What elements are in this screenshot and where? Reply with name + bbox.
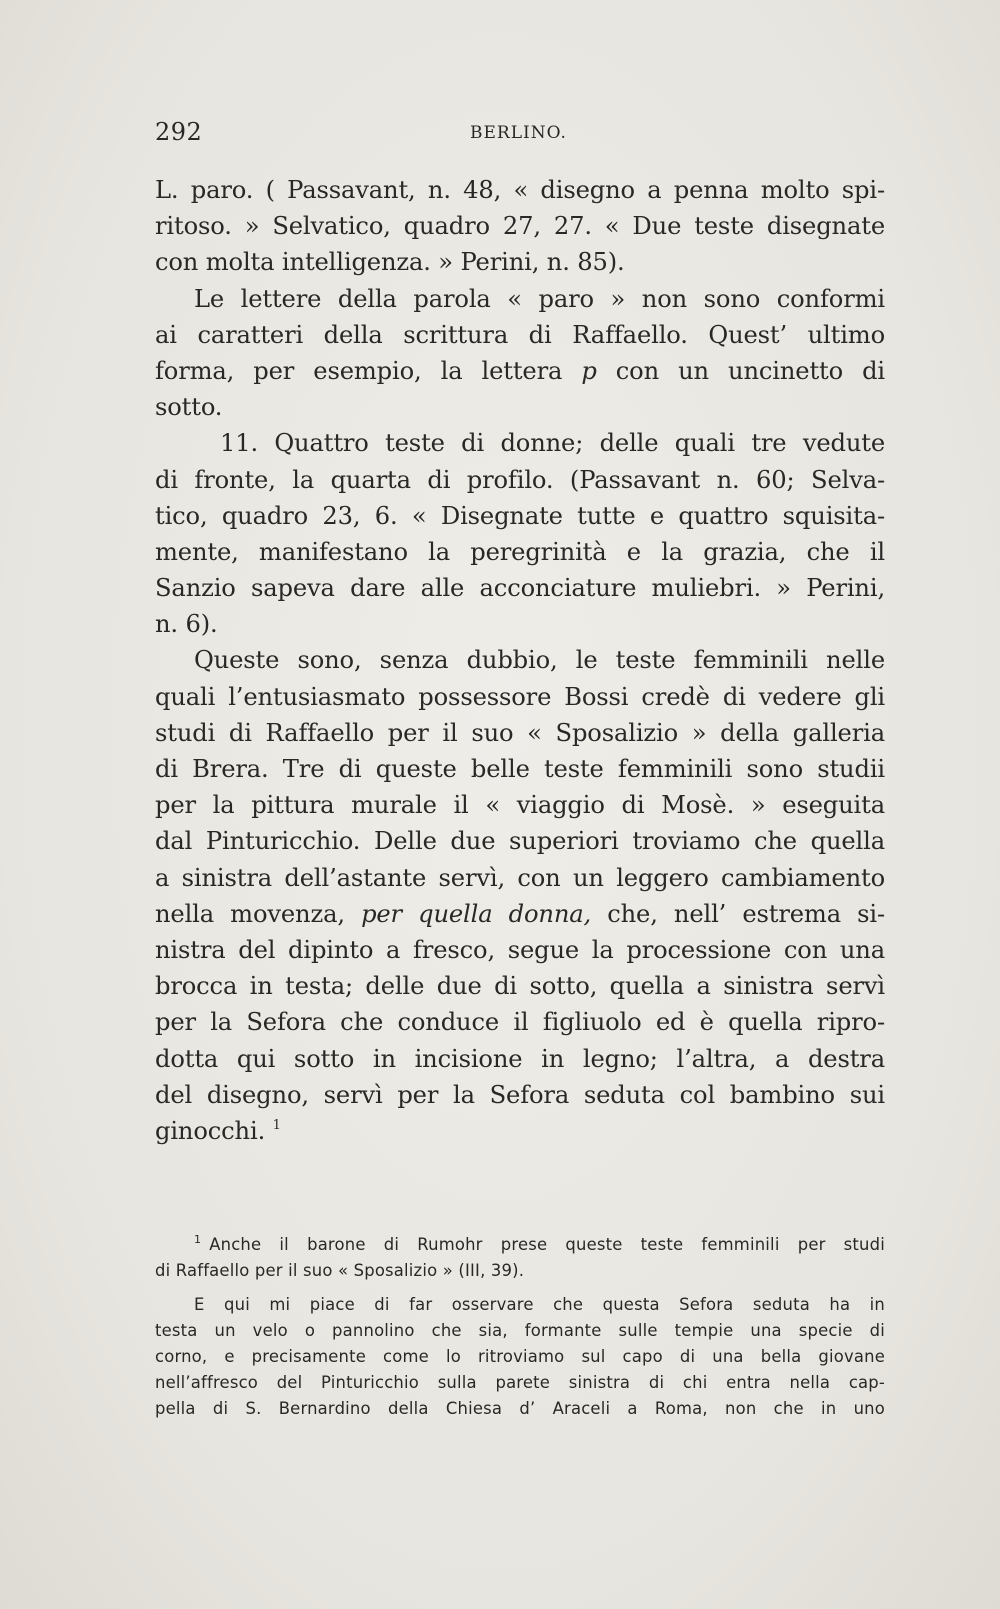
footnote-line: nell’affresco del Pinturicchio sulla parete sinistra di chi entra nella cap-	[155, 1373, 885, 1392]
text-line: tico, quadro 23, 6. « Disegnate tutte e quattro squisita-	[155, 501, 885, 530]
text-line: ritoso. » Selvatico, quadro 27, 27. « Due teste disegnate	[155, 212, 885, 241]
footnote-marker: 1	[194, 1233, 202, 1246]
footnote-line: di Raffaello per il suo « Sposalizio » (III, 39).	[155, 1261, 525, 1280]
text-line: di fronte, la quarta di profilo. (Passavant n. 60; Selva-	[155, 465, 885, 494]
text-line: brocca in testa; delle due di sotto, quella a sinistra servì	[155, 972, 885, 1001]
text-line: per la pittura murale il « viaggio di Mosè. » eseguita	[155, 791, 885, 820]
footnote-line: testa un velo o pannolino che sia, formante sulle tempie una specie di	[155, 1321, 885, 1340]
text-segment: nella movenza,	[155, 899, 345, 928]
text-line: n. 6).	[155, 610, 218, 639]
text-line: ai caratteri della scrittura di Raffaello. Quest’ ultimo	[155, 320, 885, 349]
text-line: L. paro. ( Passavant, n. 48, « disegno a penna molto spi-	[155, 176, 885, 204]
text-line: a sinistra dell’astante servì, con un leggero cambiamento	[155, 863, 885, 892]
text-line: Sanzio sapeva dare alle acconciature muliebri. » Perini,	[155, 574, 885, 603]
text-line: quali l’entusiasmato possessore Bossi credè di vedere gli	[155, 682, 885, 711]
page-header	[155, 118, 885, 148]
running-title: BERLINO.	[470, 123, 567, 143]
footnote-line: corno, e precisamente come lo ritroviamo sul capo di una bella giovane	[155, 1347, 885, 1366]
text-segment: che, nell’ estrema si-	[607, 899, 886, 928]
text-line	[155, 353, 885, 389]
text-line: del disegno, servì per la Sefora seduta col bambino sui	[155, 1080, 885, 1109]
text-line: mente, manifestano la peregrinità e la grazia, che il	[155, 537, 885, 566]
text-line	[155, 1113, 885, 1149]
text-line: Queste sono, senza dubbio, le teste femminili nelle	[194, 646, 885, 675]
text-line: sotto.	[155, 393, 223, 422]
text-line: studi di Raffaello per il suo « Sposalizio » della galleria	[155, 718, 885, 747]
text-line: di Brera. Tre di queste belle teste femminili sono studii	[155, 755, 885, 783]
page-number: 292	[155, 118, 203, 146]
text-line	[155, 896, 885, 932]
italic-letter-p: p	[581, 356, 597, 385]
main-text	[155, 172, 885, 1149]
text-line: nistra del dipinto a fresco, segue la processione con una	[155, 935, 885, 964]
text-segment: ginocchi.	[155, 1116, 266, 1145]
text-line: dal Pinturicchio. Delle due superiori troviamo che quella	[155, 827, 885, 856]
text-line: Le lettere della parola « paro » non sono conformi	[194, 284, 885, 313]
text-segment: con un uncinetto di	[615, 356, 885, 385]
footnote-line: E qui mi piace di far osservare che questa Sefora seduta ha in	[194, 1295, 885, 1314]
footnote-line: pella di S. Bernardino della Chiesa d’ Araceli a Roma, non che in uno	[155, 1399, 885, 1418]
text-segment: Anche il barone di Rumohr prese queste teste femminili per studi	[209, 1235, 885, 1254]
italic-phrase: per quella donna,	[361, 899, 592, 928]
text-segment: forma, per esempio, la lettera	[155, 356, 563, 385]
text-line: per la Sefora che conduce il figliuolo ed è quella ripro-	[155, 1008, 885, 1037]
footnote-line	[155, 1232, 885, 1258]
text-line: 11. Quattro teste di donne; delle quali tre vedute	[220, 429, 885, 458]
text-line: dotta qui sotto in incisione in legno; l’altra, a destra	[155, 1044, 885, 1073]
footnote-reference: 1	[272, 1117, 281, 1133]
text-line: con molta intelligenza. » Perini, n. 85).	[155, 248, 625, 277]
footnotes	[155, 1232, 885, 1422]
